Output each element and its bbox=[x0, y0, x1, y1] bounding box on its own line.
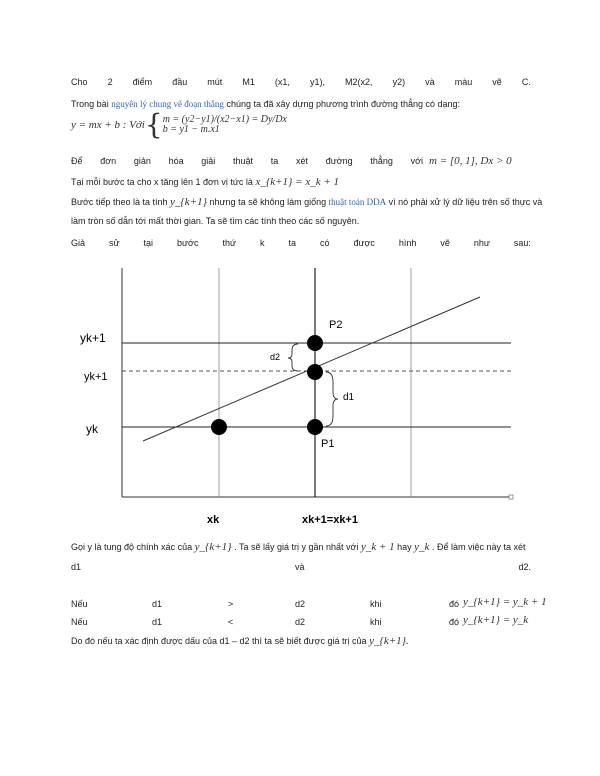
text: làm tròn số dẫn tới mất thời gian. Ta sẽ tìm các tính theo các số nguyên. bbox=[71, 216, 360, 226]
word: 2 bbox=[107, 77, 113, 87]
word: giải bbox=[201, 156, 216, 166]
word: với bbox=[410, 156, 423, 166]
point-p1 bbox=[307, 419, 323, 435]
word: và bbox=[425, 77, 435, 87]
text: d2. bbox=[518, 562, 531, 572]
label-d2: d2 bbox=[270, 352, 281, 362]
word: y1), bbox=[309, 77, 325, 87]
word: sau: bbox=[513, 238, 531, 248]
word: hóa bbox=[168, 156, 184, 166]
label-p1: P1 bbox=[321, 438, 335, 450]
math-inline: y_k + 1 bbox=[360, 541, 395, 553]
word: > bbox=[228, 599, 234, 609]
word: tại bbox=[143, 238, 154, 248]
text: vì nó phải xử lý dữ liệu trên số thực và bbox=[388, 197, 543, 207]
word: mút bbox=[207, 77, 223, 87]
label-xk1: xk+1=xk+1 bbox=[302, 514, 358, 526]
paragraph-define-y bbox=[71, 541, 531, 553]
word: thứ bbox=[222, 238, 236, 248]
word: M2(x2, bbox=[345, 77, 373, 87]
math-inline: y_{k+1} bbox=[194, 541, 232, 553]
link-nguyen-ly[interactable]: nguyên lý chung vẽ đoạn thẳng bbox=[111, 99, 224, 109]
text: Gọi y là tung độ chính xác của bbox=[71, 542, 193, 552]
word: Cho bbox=[71, 77, 88, 87]
label-yk1-upper: yk+1 bbox=[80, 331, 106, 345]
word: sử bbox=[109, 238, 120, 248]
link-dda[interactable]: thuật toán DDA bbox=[328, 197, 387, 207]
word: được bbox=[353, 238, 375, 248]
paragraph-conclusion bbox=[71, 635, 531, 647]
math-inline: y_{k+1} bbox=[170, 196, 207, 208]
word: đầu bbox=[172, 77, 188, 87]
label-yk: yk bbox=[86, 422, 98, 436]
math-inline: y_{k+1} = y_k bbox=[463, 614, 529, 626]
text: . Ta sẽ lấy giá trị y gần nhất với bbox=[234, 542, 359, 552]
word: Nếu bbox=[71, 617, 88, 627]
text: Trong bài bbox=[71, 99, 109, 109]
word: đường bbox=[325, 156, 353, 166]
label-d1: d1 bbox=[343, 392, 355, 403]
label-yk1-real: yk+1 bbox=[84, 371, 108, 383]
word: Nếu bbox=[71, 599, 88, 609]
word: d2 bbox=[295, 599, 306, 609]
brace-d2 bbox=[288, 344, 298, 371]
equation-row: m = (y2−y1)/(x2−x1) = Dy/Dx bbox=[162, 114, 287, 125]
word: vẽ bbox=[492, 77, 502, 87]
brace-symbol: { bbox=[144, 108, 163, 141]
word: xét bbox=[295, 156, 308, 166]
word: khi bbox=[370, 599, 382, 609]
word: C. bbox=[521, 77, 531, 87]
word: d1 bbox=[152, 599, 163, 609]
brace-d1 bbox=[326, 372, 338, 426]
text: hay bbox=[397, 542, 412, 552]
word: d1 bbox=[152, 617, 163, 627]
word: có bbox=[319, 238, 330, 248]
frame-handle bbox=[509, 495, 513, 499]
equation-row: b = y1 − m.x1 bbox=[162, 124, 220, 135]
math-inline: y_{k+1} = y_k + 1 bbox=[463, 596, 547, 608]
word: màu bbox=[454, 77, 473, 87]
text: và bbox=[294, 562, 305, 572]
word: đơn bbox=[100, 156, 117, 166]
word: d2 bbox=[295, 617, 306, 627]
word: ta bbox=[270, 156, 279, 166]
word: thuật bbox=[233, 156, 254, 166]
word: như bbox=[473, 238, 490, 248]
text: d1 bbox=[71, 562, 82, 572]
math-inline: m = [0, 1], Dx > 0 bbox=[429, 155, 512, 167]
math-inline: y_k bbox=[414, 541, 430, 553]
word: bước bbox=[177, 238, 199, 248]
math-inline: x_{k+1} = x_k + 1 bbox=[255, 176, 340, 188]
text: nhưng ta sẽ không làm giống bbox=[209, 197, 327, 207]
word: đó bbox=[449, 617, 460, 627]
word: Giả bbox=[71, 238, 86, 248]
point-p2 bbox=[307, 335, 323, 351]
word: vẽ bbox=[440, 238, 450, 248]
word: Để bbox=[71, 156, 83, 166]
label-p2: P2 bbox=[329, 319, 343, 331]
word: < bbox=[228, 617, 234, 627]
word: điểm bbox=[132, 77, 153, 87]
word: M1 bbox=[242, 77, 255, 87]
word: hình bbox=[398, 238, 417, 248]
label-xk: xk bbox=[207, 514, 220, 526]
text: chúng ta đã xây dựng phương trình đường thẳng có dạng: bbox=[226, 99, 460, 109]
word: giản bbox=[133, 156, 151, 166]
word: y2) bbox=[392, 77, 406, 87]
text: Do đó nếu ta xác định được dấu của d1 – d2 thì ta sẽ biết được giá trị của bbox=[71, 636, 367, 646]
text: . Để làm việc này ta xét bbox=[431, 542, 526, 552]
math-inline: y_{k+1}. bbox=[369, 635, 409, 647]
equation-lhs: y = mx + b : Với bbox=[71, 119, 145, 131]
word: đó bbox=[449, 599, 460, 609]
point-real bbox=[307, 364, 323, 380]
word: k bbox=[259, 238, 265, 248]
text: Tại mỗi bước ta cho x tăng lên 1 đơn vị tức là bbox=[71, 177, 253, 187]
paragraph-consider bbox=[71, 561, 531, 573]
word: (x1, bbox=[274, 77, 290, 87]
point-current bbox=[211, 419, 227, 435]
word: thẳng bbox=[370, 156, 393, 166]
word: ta bbox=[288, 238, 296, 248]
word: khi bbox=[370, 617, 382, 627]
text: Bước tiếp theo là ta tính bbox=[71, 197, 168, 207]
